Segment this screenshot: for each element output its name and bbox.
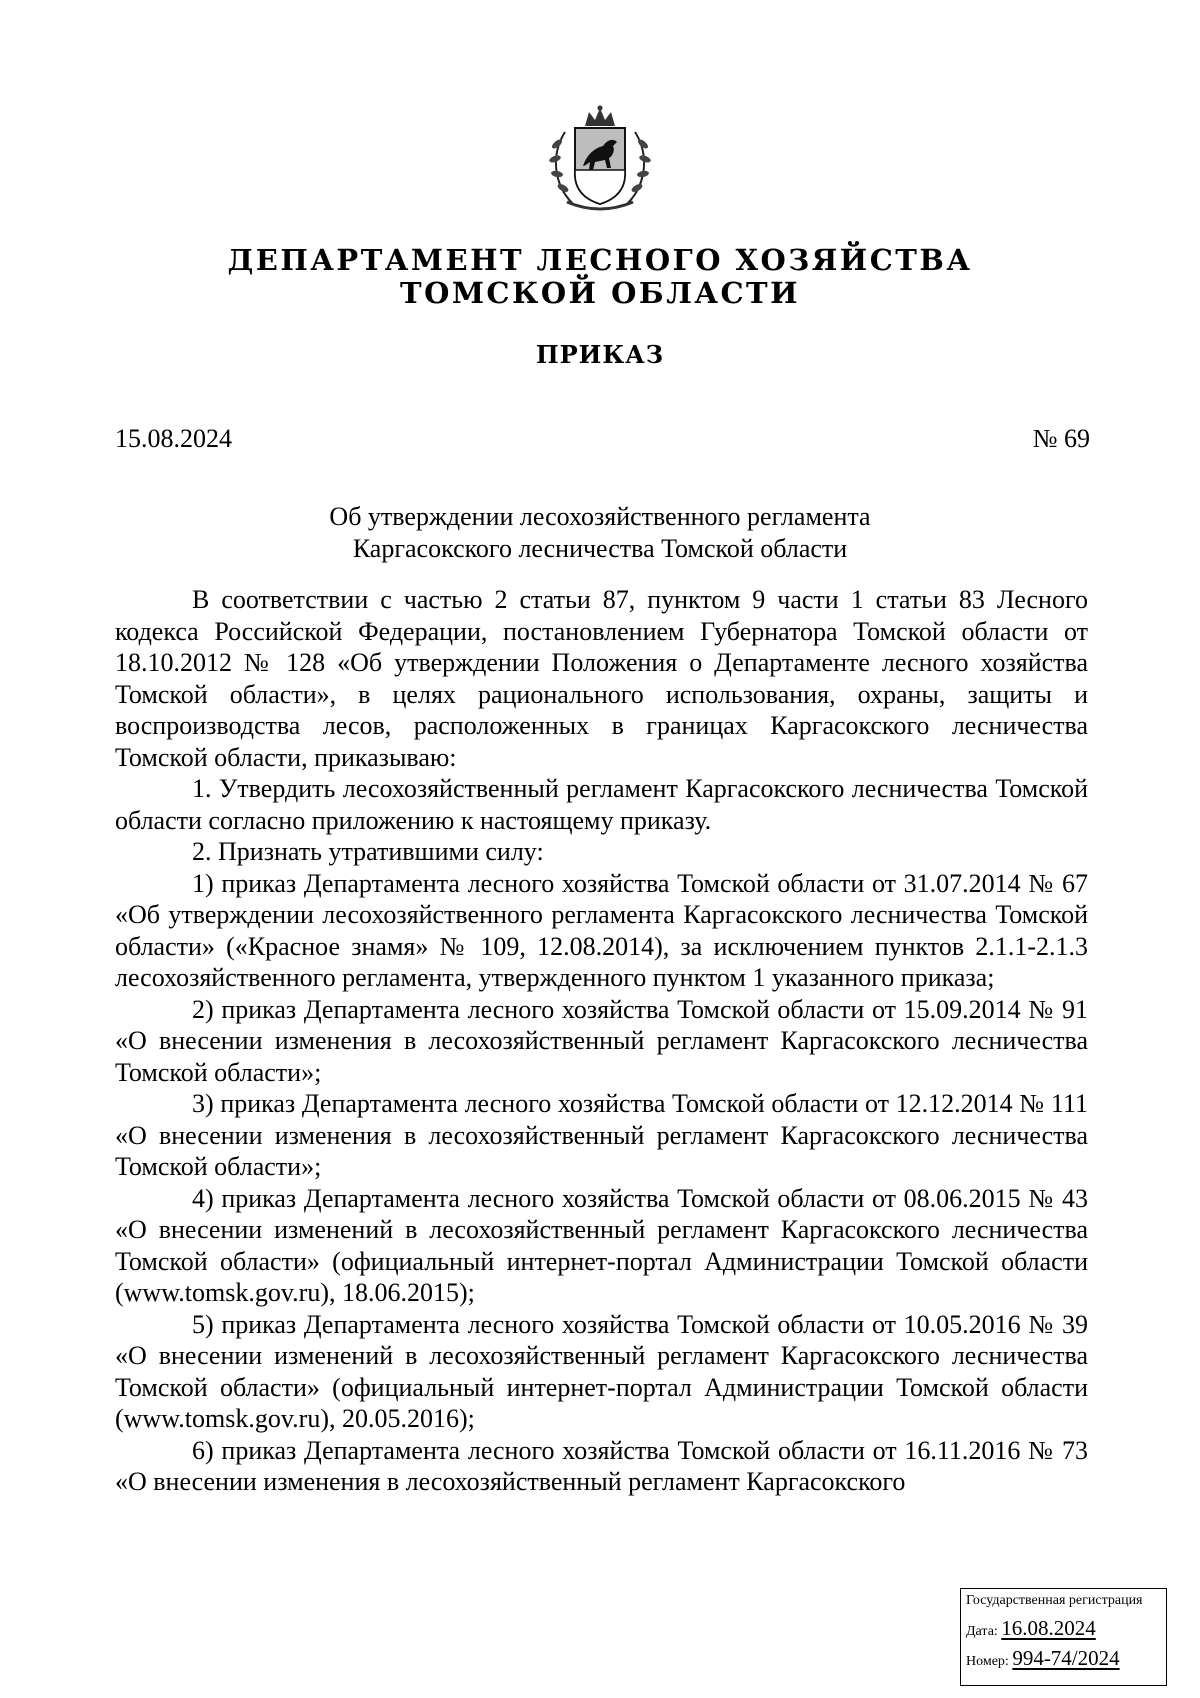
- coat-of-arms-icon: [543, 104, 657, 214]
- sub-item-paragraph: 6) приказ Департамента лесного хозяйства Томской области от 16.11.2016 № 73 «О внесении изменения в лесохозяйственный регламент Каргасокского: [115, 1435, 1088, 1496]
- sub-item-paragraph: 2) приказ Департамента лесного хозяйства Томской области от 15.09.2014 № 91 «О внесении изменения в лесохозяйственный регламент Каргасокского лесничества Томской области»;: [115, 994, 1088, 1087]
- document-type: ПРИКАЗ: [535, 340, 665, 369]
- document-number: № 69: [1032, 424, 1090, 453]
- sub-item-paragraph: 3) приказ Департамента лесного хозяйства Томской области от 12.12.2014 № 111 «О внесении изменения в лесохозяйственный регламент Каргасокского лесничества Томской области»;: [115, 1089, 1088, 1181]
- sub-item-paragraph: 4) приказ Департамента лесного хозяйства Томской области от 08.06.2015 № 43 «О внесении изменений в лесохозяйственный регламент Каргасокского лесничества Томской области» (официальный интернет-портал Администрации Томской области (www.tomsk.gov.ru), 18.06.2015);: [115, 1183, 1088, 1307]
- sub-item-paragraph: 5) приказ Департамента лесного хозяйства Томской области от 10.05.2016 № 39 «О внесении изменений в лесохозяйственный регламент Каргасокского лесничества Томской области» (официальный интернет-портал Администрации Томской области (www.tomsk.gov.ru), 20.05.2016);: [115, 1309, 1088, 1433]
- stamp-date-value: 16.08.2024: [1001, 1616, 1096, 1640]
- stamp-number-label: Номер:: [966, 1654, 1009, 1669]
- stamp-number-value: 994-74/2024: [1012, 1646, 1120, 1670]
- organization-name-line1: ДЕПАРТАМЕНТ ЛЕСНОГО ХОЗЯЙСТВА: [227, 243, 973, 277]
- item-1-paragraph: 1. Утвердить лесохозяйственный регламент Каргасокского лесничества Томской области согласно приложению к настоящему приказу.: [115, 774, 1088, 835]
- document-body: [115, 584, 1088, 1498]
- stamp-title: Государственная регистрация: [966, 1593, 1143, 1608]
- organization-name-line2: ТОМСКОЙ ОБЛАСТИ: [399, 276, 801, 310]
- item-2-paragraph: 2. Признать утратившими силу:: [192, 837, 544, 866]
- registration-stamp: [960, 1588, 1167, 1686]
- stamp-date-label: Дата:: [966, 1624, 998, 1639]
- stamp-date-row: [966, 1616, 1096, 1641]
- preamble-paragraph: В соответствии с частью 2 статьи 87, пунктом 9 части 1 статьи 83 Лесного кодекса Российской Федерации, постановлением Губернатора Томской области от 18.10.2012 № 128 «Об утверждении Положения о Департаменте лесного хозяйства Томской области», в целях рационального использования, охраны, защиты и воспроизводства лесов, расположенных в границах Каргасокского лесничества Томской области, приказываю:: [115, 585, 1088, 772]
- document-date: 15.08.2024: [115, 424, 232, 453]
- sub-item-paragraph: 1) приказ Департамента лесного хозяйства Томской области от 31.07.2014 № 67 «Об утверждении лесохозяйственного регламента Каргасокского лесничества Томской области» («Красное знамя» № 109, 12.08.2014), за исключением пунктов 2.1.1-2.1.3 лесохозяйственного регламента, утвержденного пунктом 1 указанного приказа;: [115, 868, 1088, 992]
- subject-line2: Каргасокского лесничества Томской области: [352, 534, 848, 563]
- subject-line1: Об утверждении лесохозяйственного регламента: [329, 502, 871, 531]
- stamp-number-row: [966, 1646, 1120, 1671]
